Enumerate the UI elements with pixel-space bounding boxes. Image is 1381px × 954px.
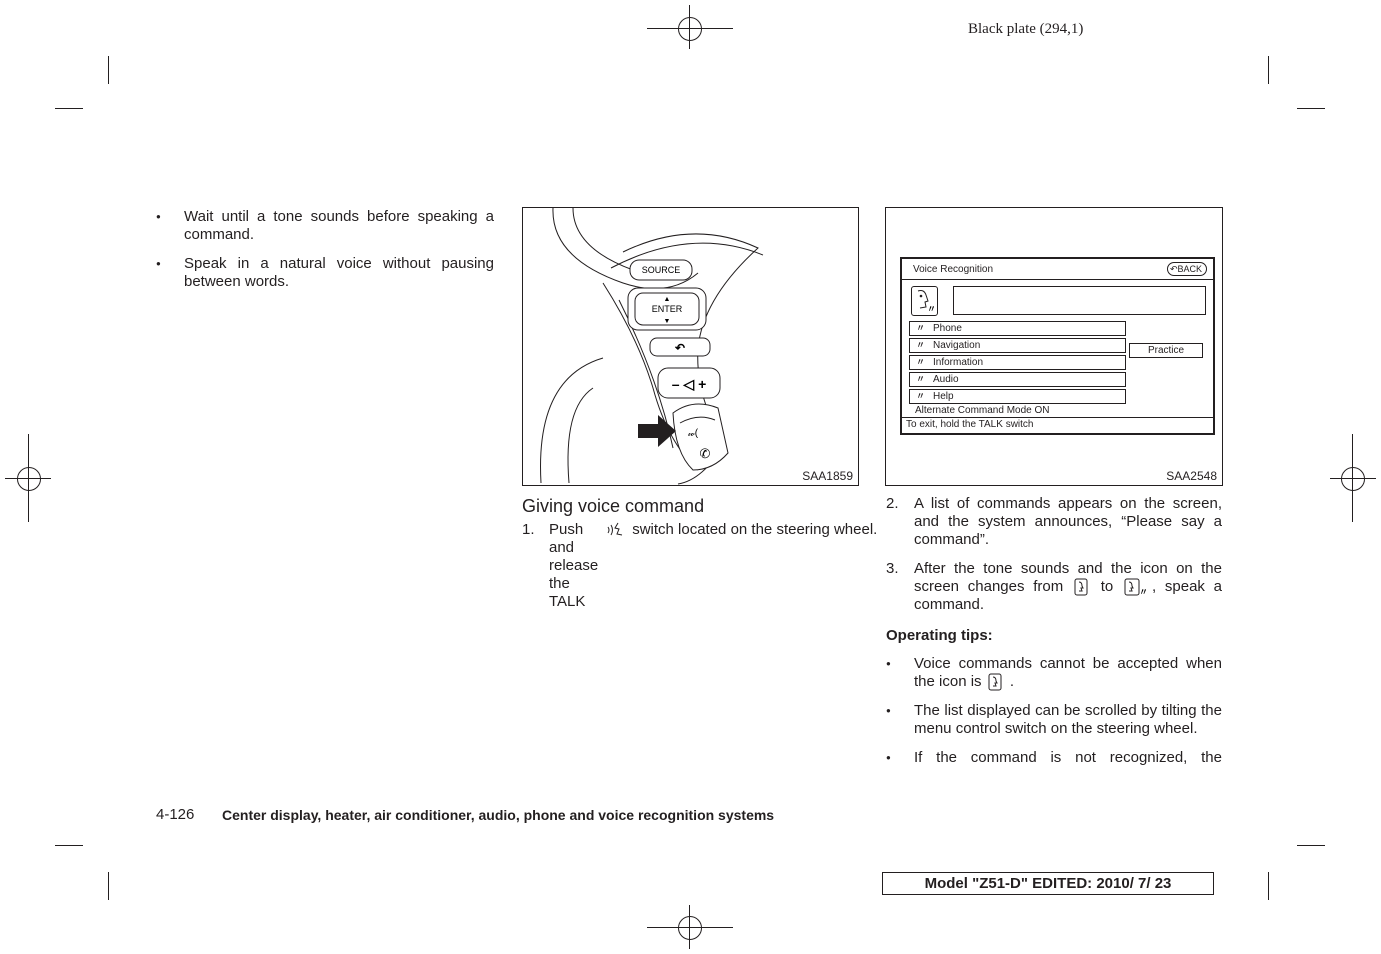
menu-item-phone: 〃 Phone bbox=[909, 321, 1126, 336]
listening-face-icon bbox=[911, 286, 938, 316]
figure-code: SAA1859 bbox=[802, 469, 853, 483]
svg-text:𝓌(: 𝓌( bbox=[687, 428, 699, 439]
step-3: 3. After the tone sounds and the icon on the screen changes from to 〃 , speak a command. bbox=[886, 560, 1223, 614]
steering-wheel-figure bbox=[522, 207, 859, 486]
operating-tips-list bbox=[886, 655, 1222, 778]
svg-text:✆: ✆ bbox=[699, 446, 711, 461]
voice-icon: 〃 bbox=[916, 323, 926, 333]
menu-item-help: 〃 Help bbox=[909, 389, 1126, 404]
section-title: Center display, heater, air conditioner, audio, phone and voice recognition systems bbox=[222, 807, 775, 823]
menu-item-navigation: 〃 Navigation bbox=[909, 338, 1126, 353]
practice-button: Practice bbox=[1129, 343, 1203, 358]
svg-text:– ◁ +: – ◁ + bbox=[671, 376, 707, 392]
tip-scroll-list: ● The list displayed can be scrolled by tilting the menu control switch on the steering wheel. bbox=[886, 702, 1222, 738]
step-2: 2. A list of commands appears on the screen, and the system announces, “Please say a command”. bbox=[886, 495, 1222, 548]
svg-text:〃: 〃 bbox=[927, 304, 937, 314]
talk-switch-icon bbox=[604, 521, 626, 611]
svg-text:▼: ▼ bbox=[663, 318, 671, 325]
bullet-wait-tone: ● Wait until a tone sounds before speaking a command. bbox=[156, 208, 494, 244]
listening-face-icon bbox=[1122, 578, 1152, 595]
exit-hint: To exit, hold the TALK switch bbox=[906, 419, 1034, 430]
plate-label: Black plate (294,1) bbox=[968, 21, 1084, 37]
alternate-mode-status: Alternate Command Mode ON bbox=[915, 405, 1050, 416]
voice-icon: 〃 bbox=[916, 391, 926, 401]
idle-face-icon bbox=[986, 673, 1006, 690]
enter-button-label: ENTER bbox=[651, 304, 683, 314]
page-number: 4-126 bbox=[156, 806, 195, 823]
model-edited-label: Model "Z51-D" EDITED: 2010/ 7/ 23 bbox=[882, 872, 1214, 895]
steps-list bbox=[886, 495, 1222, 625]
steering-switch-illustration bbox=[523, 208, 858, 485]
operating-tips-heading: Operating tips: bbox=[886, 627, 993, 644]
arrow-pointer bbox=[638, 415, 676, 447]
menu-item-audio: 〃 Audio bbox=[909, 372, 1126, 387]
idle-face-icon bbox=[1072, 578, 1092, 595]
bullet-natural-voice: ● Speak in a natural voice without pausing between words. bbox=[156, 255, 494, 291]
svg-text:↶: ↶ bbox=[674, 341, 686, 355]
screen-title: Voice Recognition bbox=[913, 264, 994, 275]
voice-icon: 〃 bbox=[916, 357, 926, 367]
voice-recognition-screen bbox=[900, 257, 1215, 435]
left-bullet-list bbox=[156, 208, 494, 302]
voice-icon: 〃 bbox=[916, 340, 926, 350]
menu-item-information: 〃 Information bbox=[909, 355, 1126, 370]
source-button-label: SOURCE bbox=[641, 265, 681, 275]
recognition-text-box bbox=[953, 286, 1206, 315]
giving-voice-command-heading: Giving voice command bbox=[522, 496, 705, 516]
svg-text:▲: ▲ bbox=[663, 296, 671, 303]
voice-recognition-figure bbox=[885, 207, 1223, 486]
figure-code: SAA2548 bbox=[1166, 469, 1217, 483]
tip-not-recognized: ● If the command is not recognized, the bbox=[886, 749, 1222, 767]
svg-text:〃: 〃 bbox=[1138, 587, 1148, 597]
back-button: ↶BACK bbox=[1167, 262, 1207, 276]
tip-not-accepted: ● Voice commands cannot be accepted when the icon is . bbox=[886, 655, 1222, 691]
back-arrow-icon: ↶ bbox=[1169, 264, 1178, 274]
voice-icon: 〃 bbox=[916, 374, 926, 384]
step-1: 1. Push and release the TALK switch located on the steering wheel. bbox=[522, 521, 878, 610]
